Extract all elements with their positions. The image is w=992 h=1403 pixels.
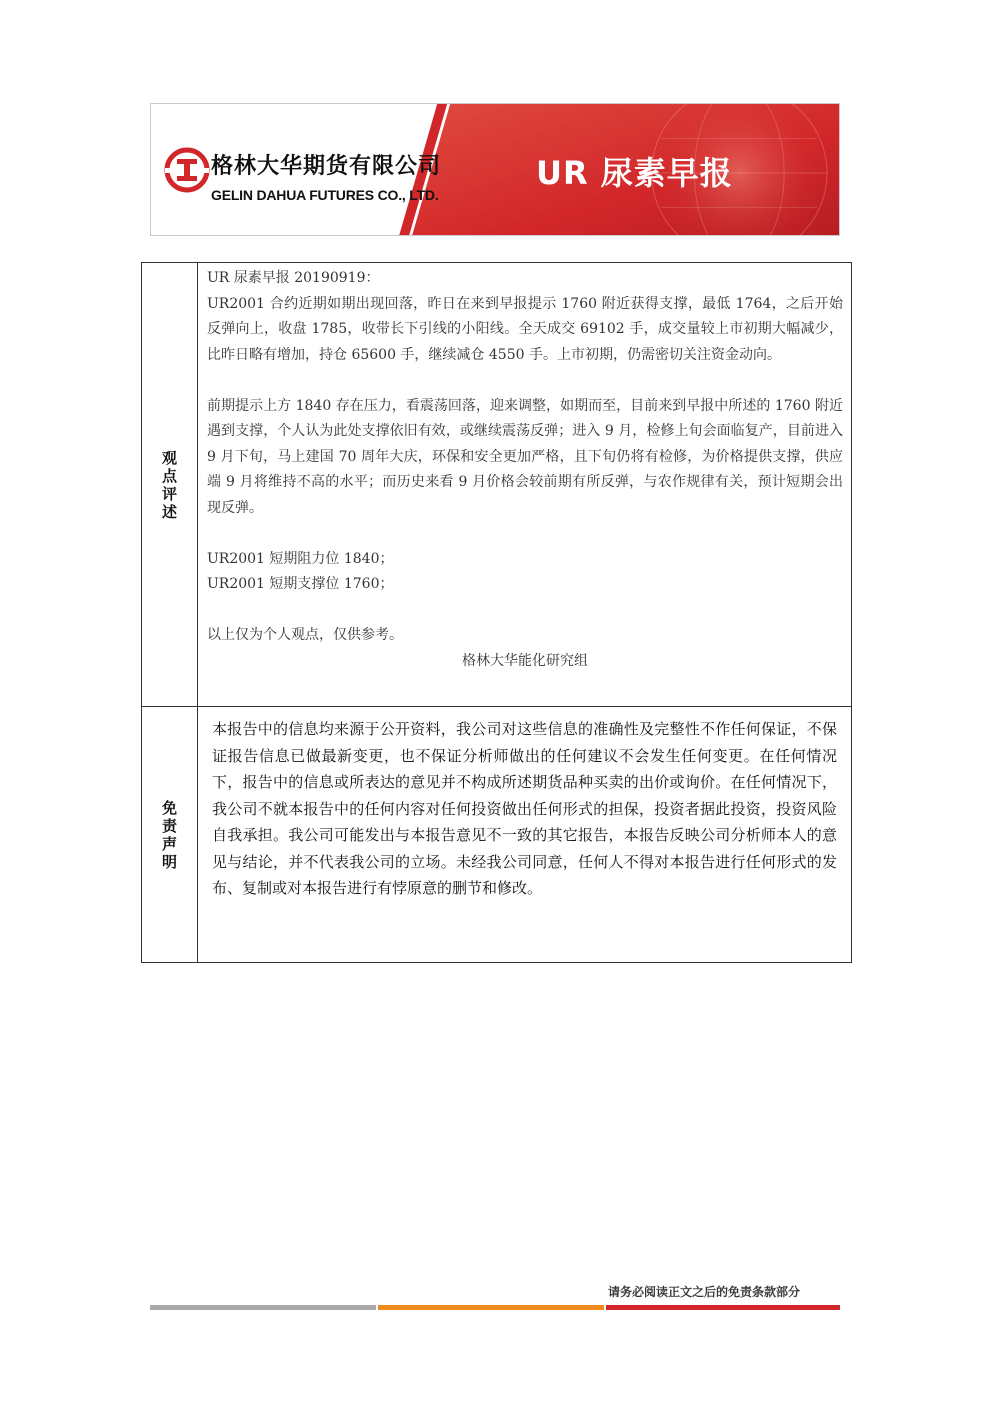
comment-label-char: 评 xyxy=(161,484,177,503)
disclaimer-label-char: 声 xyxy=(161,834,177,853)
footer-bar-gray xyxy=(150,1305,376,1310)
report-table xyxy=(141,262,852,963)
disclaimer-text: 本报告中的信息均来源于公开资料，我公司对这些信息的准确性及完整性不作任何保证，不保证报告信息已做最新变更，也不保证分析师做出的任何建议不会发生任何变更。在任何情况下，报告中的信息或所表达的意见并不构成所述期货品种买卖的出价或询价。在任何情况下，我公司不就本报告中的任何内容对任何投资做出任何形式的担保，投资者据此投资，投资风险自我承担。我公司可能发出与本报告意见不一致的其它报告，本报告反映公司分析师本人的意见与结论，并不代表我公司的立场。未经我公司同意，任何人不得对本报告进行任何形式的发布、复制或对本报告进行有悖原意的删节和修改。 xyxy=(212,720,837,897)
disclaimer-content xyxy=(198,707,852,963)
disclaimer-label-char: 责 xyxy=(161,816,177,835)
resistance-level: UR2001 短期阻力位 1840； xyxy=(207,550,394,567)
report-title: UR 尿素早报 xyxy=(536,154,733,192)
comment-label xyxy=(142,263,198,707)
comment-paragraph: 前期提示上方 1840 存在压力，看震荡回落，迎来调整，如期而至，目前来到早报中所述的 1760 附近遇到支撑，个人认为此处支撑依旧有效，或继续震荡反弹；进入 9 月，检修上旬会面临复产，目前进入 9 月下旬，马上建国 70 周年大庆，环保和安全更加严格，且下旬仍将有检修，为价格提供支撑，供应端 9 月将维持不高的水平；而历史来看 9 月价格会较前期有所反弹，与农作规律有关，预计短期会出现反弹。 xyxy=(207,397,843,516)
comment-heading: UR 尿素早报 20190919： xyxy=(207,270,380,286)
comment-label-char: 观 xyxy=(161,448,177,467)
comment-row xyxy=(142,263,852,707)
comment-paragraph: UR2001 合约近期如期出现回落，昨日在来到早报提示 1760 附近获得支撑，最低 1764，之后开始反弹向上，收盘 1785，收带长下引线的小阳线。全天成交 69102 手，成交量较上市初期大幅减少，比昨日略有增加，持仓 65600 手，继续减仓 4550 手。上市初期，仍需密切关注资金动向。 xyxy=(207,295,843,363)
footer-bar-red xyxy=(606,1305,840,1310)
disclaimer-label xyxy=(142,707,198,963)
disclaimer-label-char: 明 xyxy=(161,852,177,871)
disclaimer-label-char: 免 xyxy=(161,798,177,817)
comment-content xyxy=(198,263,852,707)
disclaimer-row xyxy=(142,707,852,963)
footer-bar-orange xyxy=(378,1305,604,1310)
research-group-signature: 格林大华能化研究组 xyxy=(462,652,588,669)
support-level: UR2001 短期支撑位 1760； xyxy=(207,576,394,592)
comment-label-char: 述 xyxy=(161,502,177,521)
personal-note: 以上仅为个人观点，仅供参考。 xyxy=(207,627,403,643)
company-name-en: GELIN DAHUA FUTURES CO., LTD. xyxy=(211,187,439,203)
comment-label-char: 点 xyxy=(161,466,177,485)
company-name-cn: 格林大华期货有限公司 xyxy=(211,154,442,179)
header-banner xyxy=(150,103,840,236)
footer-note: 请务必阅读正文之后的免责条款部分 xyxy=(608,1285,801,1299)
